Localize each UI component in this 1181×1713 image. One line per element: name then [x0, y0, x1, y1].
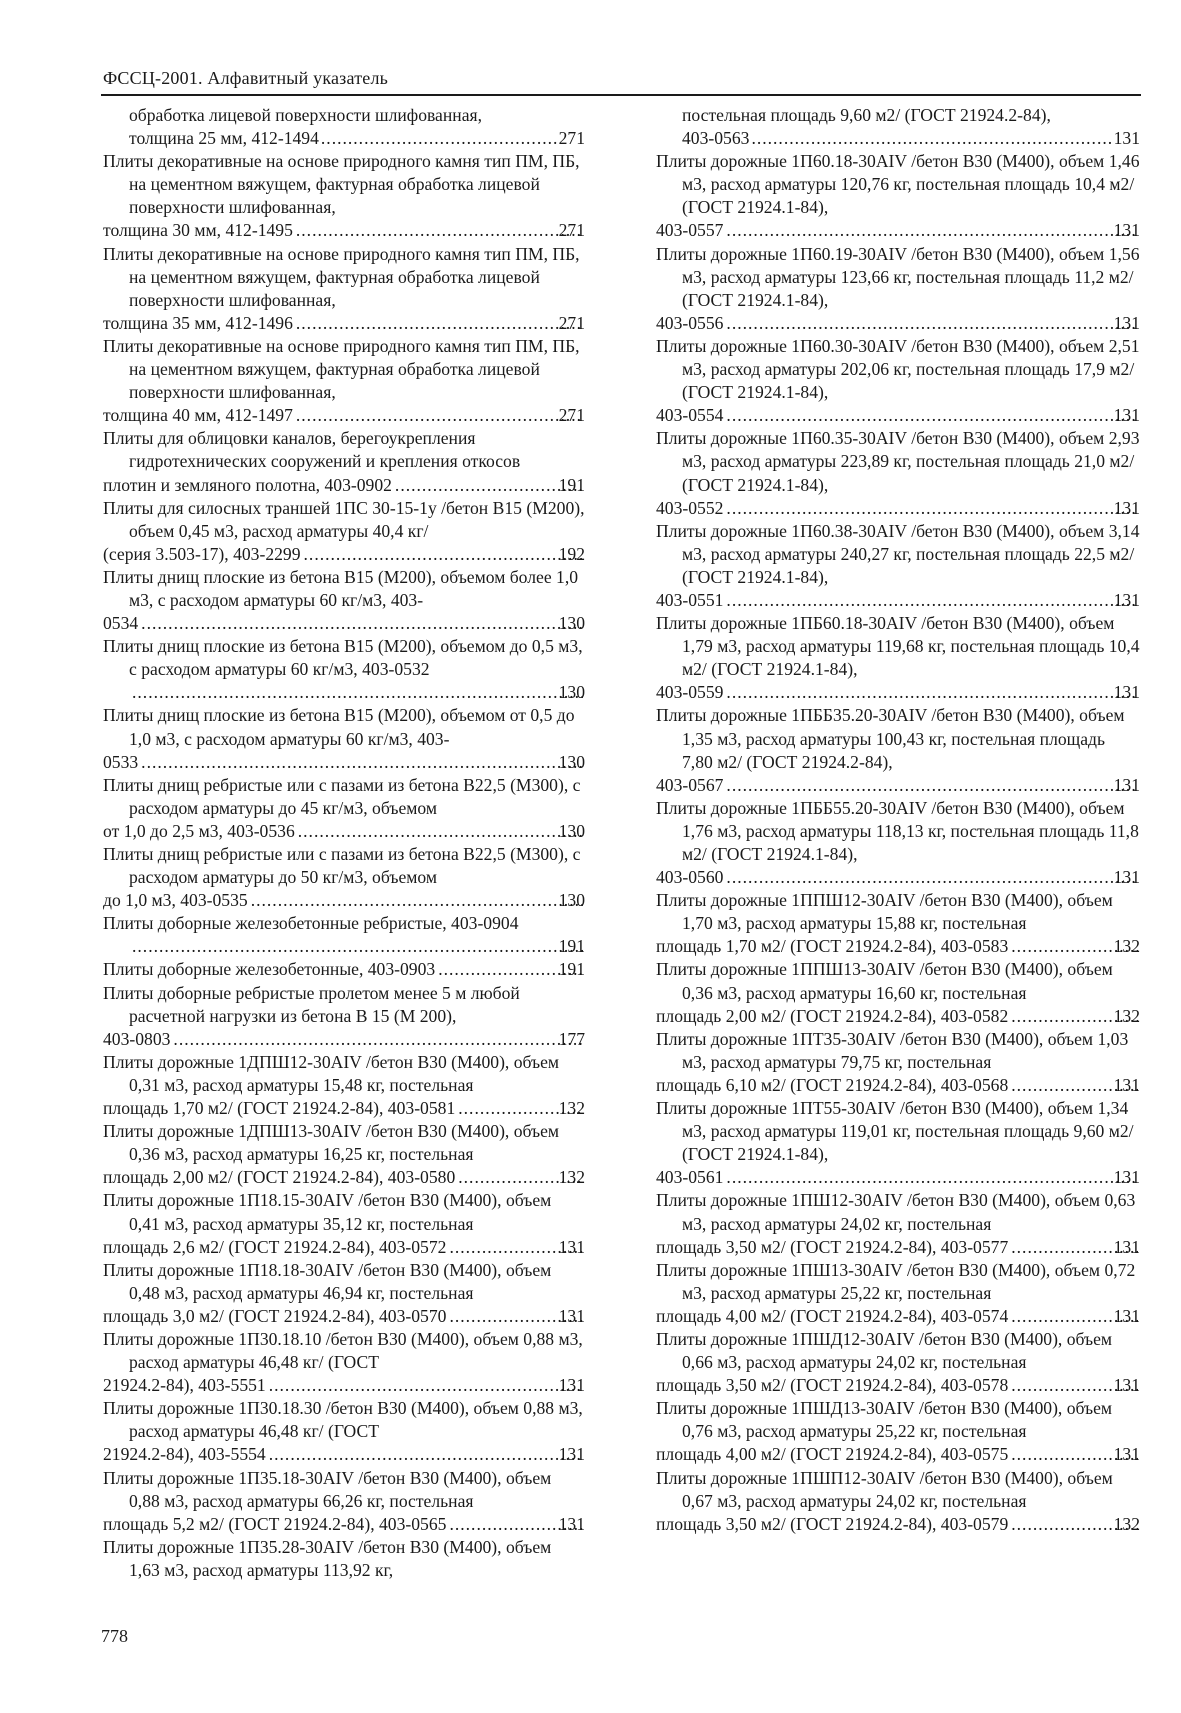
index-column-right	[656, 104, 1140, 1536]
index-entry	[656, 797, 1140, 889]
dot-leader	[725, 681, 1137, 704]
entry-text: Плиты для облицовки каналов, берегоукрепления гидротехнических сооружений и крепления откосов	[103, 428, 521, 472]
dot-leader	[268, 1443, 583, 1466]
entry-text: Плиты дорожные 1П60.30-30АIV /бетон В30 (М400), объем 2,51 м3, расход арматуры 202,06 кг, постельная площадь 17,9 м2/ (ГОСТ 21924.1-84),	[656, 335, 1140, 403]
entry-reference-line	[656, 497, 1140, 520]
entry-text: Плиты дорожные 1ПШД13-30АIV /бетон В30 (М400), объем 0,76 м3, расход арматуры 25,22 кг, постельная	[656, 1398, 1113, 1442]
dot-leader	[172, 1028, 582, 1051]
entry-text: Плиты дорожные 1П18.18-30АIV /бетон В30 (М400), объем 0,48 м3, расход арматуры 46,94 кг, постельная	[103, 1259, 552, 1303]
entry-text: Плиты дорожные 1П30.18.10 /бетон В30 (М400), объем 0,88 м3, расход арматуры 46,48 кг/ (ГОСТ	[103, 1328, 583, 1373]
entry-reference-line	[656, 774, 1140, 797]
entry-text: Плиты декоративные на основе природного камня тип ПМ, ПБ, на цементном вяжущем, фактурная обработка лицевой поверхности шлифованная,	[103, 243, 580, 310]
dot-leader	[295, 219, 583, 242]
index-entry	[103, 774, 585, 843]
dot-leader	[725, 404, 1137, 427]
entry-reference-line	[129, 935, 585, 958]
entry-code: площадь 2,6 м2/ (ГОСТ 21924.2-84), 403-0572	[103, 1236, 447, 1257]
entry-reference-line	[656, 1074, 1140, 1097]
entry-code: площадь 2,00 м2/ (ГОСТ 21924.2-84), 403-0580	[103, 1167, 456, 1188]
entry-code: 403-0563	[682, 128, 750, 149]
index-entry	[656, 520, 1140, 612]
entry-text: Плиты днищ плоские из бетона В15 (М200), объемом более 1,0 м3, с расходом арматуры 60 кг/м3, 403-	[103, 566, 579, 610]
index-entry	[103, 243, 585, 335]
index-entry	[656, 1097, 1140, 1189]
entry-text: Плиты декоративные на основе природного камня тип ПМ, ПБ, на цементном вяжущем, фактурная обработка лицевой поверхности шлифованная,	[103, 335, 580, 403]
index-entry	[656, 150, 1140, 242]
entry-text: Плиты днищ ребристые или с пазами из бетона В22,5 (М300), с расходом арматуры до 50 кг/м3, объемом	[103, 844, 581, 888]
index-entry	[103, 912, 585, 958]
entry-page-number: 131	[1113, 128, 1140, 149]
entry-code: до 1,0 м3, 403-0535	[103, 890, 248, 911]
index-entry	[103, 427, 585, 496]
dot-leader	[725, 1166, 1137, 1189]
entry-reference-line	[656, 1443, 1140, 1466]
entry-code: площадь 4,00 м2/ (ГОСТ 21924.2-84), 403-0574	[656, 1305, 1009, 1326]
entry-reference-line	[656, 1236, 1140, 1259]
index-entry	[656, 889, 1140, 958]
index-entry	[656, 612, 1140, 704]
entry-reference-line	[103, 404, 585, 427]
dot-leader	[297, 820, 583, 843]
index-entry	[656, 1397, 1140, 1466]
entry-code: 403-0557	[656, 220, 724, 241]
entry-code: 403-0556	[656, 312, 724, 333]
entry-reference-line	[656, 1374, 1140, 1397]
entry-code: плотин и земляного полотна, 403-0902	[103, 474, 392, 495]
entry-text: Плиты дорожные 1ППШ13-30АIV /бетон В30 (М400), объем 0,36 м3, расход арматуры 16,60 кг, постельная	[656, 959, 1113, 1003]
index-entry	[103, 843, 585, 912]
entry-code: площадь 3,0 м2/ (ГОСТ 21924.2-84), 403-0570	[103, 1305, 447, 1326]
entry-reference-line	[103, 889, 585, 912]
entry-reference-line	[682, 127, 1140, 150]
entry-text: Плиты дорожные 1ПБ60.18-30АIV /бетон В30 (М400), объем 1,79 м3, расход арматуры 119,68 кг, постельная площадь 10,4 м2/ (ГОСТ 21924.1-84),	[656, 613, 1140, 680]
entry-reference-line	[103, 958, 585, 981]
entry-reference-line	[656, 219, 1140, 242]
entry-reference-line	[103, 219, 585, 242]
entry-reference-line	[656, 866, 1140, 889]
entry-code: 403-0560	[656, 867, 724, 888]
entry-text: Плиты дорожные 1ПТ35-30АIV /бетон В30 (М400), объем 1,03 м3, расход арматуры 79,75 кг, постельная	[656, 1028, 1129, 1072]
entry-reference-line	[656, 1305, 1140, 1328]
index-entry	[656, 1467, 1140, 1536]
index-entry	[103, 958, 585, 981]
entry-code: 403-0559	[656, 682, 724, 703]
entry-text: Плиты дорожные 1П35.18-30АIV /бетон В30 (М400), объем 0,88 м3, расход арматуры 66,26 кг, постельная	[103, 1467, 552, 1511]
dot-leader	[250, 889, 583, 912]
entry-reference-line	[103, 1028, 585, 1051]
dot-leader	[394, 474, 583, 497]
index-entry	[656, 958, 1140, 1027]
entry-code: площадь 2,00 м2/ (ГОСТ 21924.2-84), 403-0582	[656, 1005, 1009, 1026]
index-column-left	[103, 104, 585, 1582]
entry-reference-line	[656, 935, 1140, 958]
entry-reference-line	[103, 474, 585, 497]
entry-reference-line	[129, 681, 585, 704]
entry-code: площадь 1,70 м2/ (ГОСТ 21924.2-84), 403-0581	[103, 1098, 456, 1119]
dot-leader	[295, 312, 583, 335]
index-entry	[103, 1536, 585, 1582]
entry-reference-line	[656, 1513, 1140, 1536]
dot-leader	[131, 681, 583, 704]
entry-reference-line	[656, 589, 1140, 612]
entry-text: Плиты декоративные на основе природного камня тип ПМ, ПБ, на цементном вяжущем, фактурная обработка лицевой поверхности шлифованная,	[103, 151, 580, 218]
index-entry	[103, 1328, 585, 1397]
entry-reference-line	[129, 127, 585, 150]
dot-leader	[751, 127, 1111, 150]
index-entry	[103, 566, 585, 635]
entry-code: толщина 25 мм, 412-1494	[129, 128, 319, 149]
entry-code: (серия 3.503-17), 403-2299	[103, 543, 301, 564]
entry-text: Плиты днищ ребристые или с пазами из бетона В22,5 (М300), с расходом арматуры до 45 кг/м3, объемом	[103, 774, 581, 818]
index-entry	[656, 427, 1140, 519]
entry-code: площадь 4,00 м2/ (ГОСТ 21924.2-84), 403-0575	[656, 1444, 1009, 1465]
index-entry	[103, 1189, 585, 1258]
dot-leader	[131, 935, 583, 958]
entry-code: толщина 35 мм, 412-1496	[103, 312, 293, 333]
dot-leader	[725, 312, 1137, 335]
header-title: ФССЦ-2001. Алфавитный указатель	[103, 68, 389, 88]
index-entry	[656, 335, 1140, 427]
entry-text: Плиты дорожные 1ПББ35.20-30АIV /бетон В30 (М400), объем 1,35 м3, расход арматуры 100,43 кг, постельная площадь 7,80 м2/ (ГОСТ 21924.2-84),	[656, 705, 1125, 772]
entry-code: толщина 40 мм, 412-1497	[103, 405, 293, 426]
entry-text: Плиты для силосных траншей 1ПС 30-15-1у /бетон В15 (М200), объем 0,45 м3, расход арматуры 40,4 кг/	[103, 497, 585, 541]
entry-text: Плиты дорожные 1П30.18.30 /бетон В30 (М400), объем 0,88 м3, расход арматуры 46,48 кг/ (ГОСТ	[103, 1398, 583, 1442]
entry-code: 0534	[103, 613, 139, 634]
entry-reference-line	[656, 1005, 1140, 1028]
entry-reference-line	[103, 1374, 585, 1397]
entry-text: Плиты дорожные 1ПББ55.20-30АIV /бетон В30 (М400), объем 1,76 м3, расход арматуры 118,13 кг, постельная площадь 11,8 м2/ (ГОСТ 21924.1-84),	[656, 797, 1139, 864]
entry-text: Плиты дорожные 1ППШ12-30АIV /бетон В30 (М400), объем 1,70 м3, расход арматуры 15,88 кг, постельная	[656, 890, 1113, 934]
index-entry	[103, 497, 585, 566]
entry-code: площадь 3,50 м2/ (ГОСТ 21924.2-84), 403-0579	[656, 1513, 1009, 1534]
entry-reference-line	[656, 681, 1140, 704]
index-entry	[103, 1120, 585, 1189]
dot-leader	[303, 543, 583, 566]
entry-reference-line	[103, 820, 585, 843]
entry-code: 403-0554	[656, 405, 724, 426]
entry-text: Плиты дорожные 1П60.38-30АIV /бетон В30 (М400), объем 3,14 м3, расход арматуры 240,27 кг, постельная площадь 22,5 м2/ (ГОСТ 21924.1-84),	[656, 520, 1140, 587]
entry-text: обработка лицевой поверхности шлифованная,	[129, 105, 483, 125]
page-number: 778	[101, 1626, 128, 1646]
entry-code: 21924.2-84), 403-5554	[103, 1444, 266, 1465]
dot-leader	[321, 127, 557, 150]
dot-leader	[268, 1374, 583, 1397]
entry-code: площадь 1,70 м2/ (ГОСТ 21924.2-84), 403-0583	[656, 936, 1009, 957]
entry-page-number: 271	[558, 128, 585, 149]
entry-reference-line	[103, 1166, 585, 1189]
index-entry	[103, 1467, 585, 1536]
entry-text: постельная площадь 9,60 м2/ (ГОСТ 21924.2-84),	[682, 105, 1051, 125]
entry-text: Плиты дорожные 1П60.19-30АIV /бетон В30 (М400), объем 1,56 м3, расход арматуры 123,66 кг, постельная площадь 11,2 м2/ (ГОСТ 21924.1-84),	[656, 243, 1140, 310]
index-entry	[656, 104, 1140, 150]
index-entry	[656, 1028, 1140, 1097]
entry-reference-line	[103, 751, 585, 774]
index-entry	[103, 104, 585, 150]
index-entry	[656, 243, 1140, 335]
entry-text: Плиты дорожные 1П60.18-30АIV /бетон В30 (М400), объем 1,46 м3, расход арматуры 120,76 кг, постельная площадь 10,4 м2/ (ГОСТ 21924.1-84),	[656, 151, 1140, 218]
entry-reference-line	[656, 312, 1140, 335]
entry-reference-line	[103, 612, 585, 635]
entry-reference-line	[103, 1097, 585, 1120]
index-entry	[103, 1051, 585, 1120]
entry-text: Плиты днищ плоские из бетона В15 (М200), объемом до 0,5 м3, с расходом арматуры 60 кг/м3, 403-0532	[103, 636, 583, 680]
entry-code: площадь 3,50 м2/ (ГОСТ 21924.2-84), 403-0578	[656, 1375, 1009, 1396]
entry-code: 403-0552	[656, 497, 724, 518]
entry-text: Плиты доборные ребристые пролетом менее 5 м любой расчетной нагрузки из бетона В 15 (М 200),	[103, 982, 520, 1026]
entry-text: Плиты дорожные 1ПШП12-30АIV /бетон В30 (М400), объем 0,67 м3, расход арматуры 24,02 кг, постельная	[656, 1467, 1113, 1511]
entry-text: Плиты дорожные 1ДПШ13-30АIV /бетон В30 (М400), объем 0,36 м3, расход арматуры 16,25 кг, постельная	[103, 1121, 560, 1165]
entry-text: Плиты дорожные 1ПТ55-30АIV /бетон В30 (М400), объем 1,34 м3, расход арматуры 119,01 кг, постельная площадь 9,60 м2/ (ГОСТ 21924.1-84),	[656, 1098, 1134, 1165]
entry-reference-line	[103, 1513, 585, 1536]
index-entry	[103, 635, 585, 704]
entry-text: Плиты дорожные 1П60.35-30АIV /бетон В30 (М400), объем 2,93 м3, расход арматуры 223,89 кг, постельная площадь 21,0 м2/ (ГОСТ 21924.1-84),	[656, 428, 1140, 495]
entry-code: 403-0551	[656, 589, 724, 610]
dot-leader	[140, 751, 582, 774]
index-entry	[656, 1328, 1140, 1397]
entry-text: Плиты дорожные 1ПШ13-30АIV /бетон В30 (М400), объем 0,72 м3, расход арматуры 25,22 кг, постельная	[656, 1259, 1136, 1303]
dot-leader	[295, 404, 583, 427]
dot-leader	[725, 589, 1137, 612]
entry-reference-line	[103, 312, 585, 335]
entry-code: 403-0567	[656, 774, 724, 795]
index-entry	[656, 704, 1140, 796]
entry-text: Плиты дорожные 1П35.28-30АIV /бетон В30 (М400), объем 1,63 м3, расход арматуры 113,92 кг,	[103, 1536, 552, 1580]
entry-code: от 1,0 до 2,5 м3, 403-0536	[103, 820, 295, 841]
index-entry	[103, 335, 585, 427]
entry-reference-line	[656, 1166, 1140, 1189]
entry-code: 403-0803	[103, 1028, 171, 1049]
entry-text: Плиты дорожные 1ПШ12-30АIV /бетон В30 (М400), объем 0,63 м3, расход арматуры 24,02 кг, постельная	[656, 1190, 1136, 1234]
entry-text: Плиты днищ плоские из бетона В15 (М200), объемом от 0,5 до 1,0 м3, с расходом арматуры 60 кг/м3, 403-	[103, 705, 575, 749]
entry-reference-line	[103, 1236, 585, 1259]
running-header	[101, 70, 1141, 96]
entry-text: Плиты доборные железобетонные ребристые, 403-0904	[103, 913, 519, 934]
entry-reference-line	[103, 1305, 585, 1328]
entry-code: площадь 3,50 м2/ (ГОСТ 21924.2-84), 403-0577	[656, 1236, 1009, 1257]
index-entry	[103, 982, 585, 1051]
index-entry	[103, 704, 585, 773]
entry-code: 403-0561	[656, 1167, 724, 1188]
dot-leader	[725, 774, 1137, 797]
index-entry	[103, 1397, 585, 1466]
entry-code: 21924.2-84), 403-5551	[103, 1375, 266, 1396]
dot-leader	[140, 612, 582, 635]
entry-text: Плиты дорожные 1ПШД12-30АIV /бетон В30 (М400), объем 0,66 м3, расход арматуры 24,02 кг, постельная	[656, 1328, 1113, 1373]
index-entry	[103, 150, 585, 242]
entry-code: Плиты доборные железобетонные, 403-0903	[103, 959, 436, 980]
entry-reference-line	[656, 404, 1140, 427]
entry-text: Плиты дорожные 1ДПШ12-30АIV /бетон В30 (М400), объем 0,31 м3, расход арматуры 15,48 кг, постельная	[103, 1051, 560, 1095]
dot-leader	[725, 866, 1137, 889]
entry-code: площадь 5,2 м2/ (ГОСТ 21924.2-84), 403-0565	[103, 1513, 447, 1534]
dot-leader	[725, 497, 1137, 520]
entry-code: 0533	[103, 751, 139, 772]
index-entry	[656, 1189, 1140, 1258]
entry-text: Плиты дорожные 1П18.15-30АIV /бетон В30 (М400), объем 0,41 м3, расход арматуры 35,12 кг, постельная	[103, 1190, 552, 1234]
index-entry	[103, 1259, 585, 1328]
dot-leader	[725, 219, 1137, 242]
index-entry	[656, 1259, 1140, 1328]
entry-code: толщина 30 мм, 412-1495	[103, 220, 293, 241]
entry-code: площадь 6,10 м2/ (ГОСТ 21924.2-84), 403-0568	[656, 1074, 1009, 1095]
entry-reference-line	[103, 543, 585, 566]
entry-reference-line	[103, 1443, 585, 1466]
